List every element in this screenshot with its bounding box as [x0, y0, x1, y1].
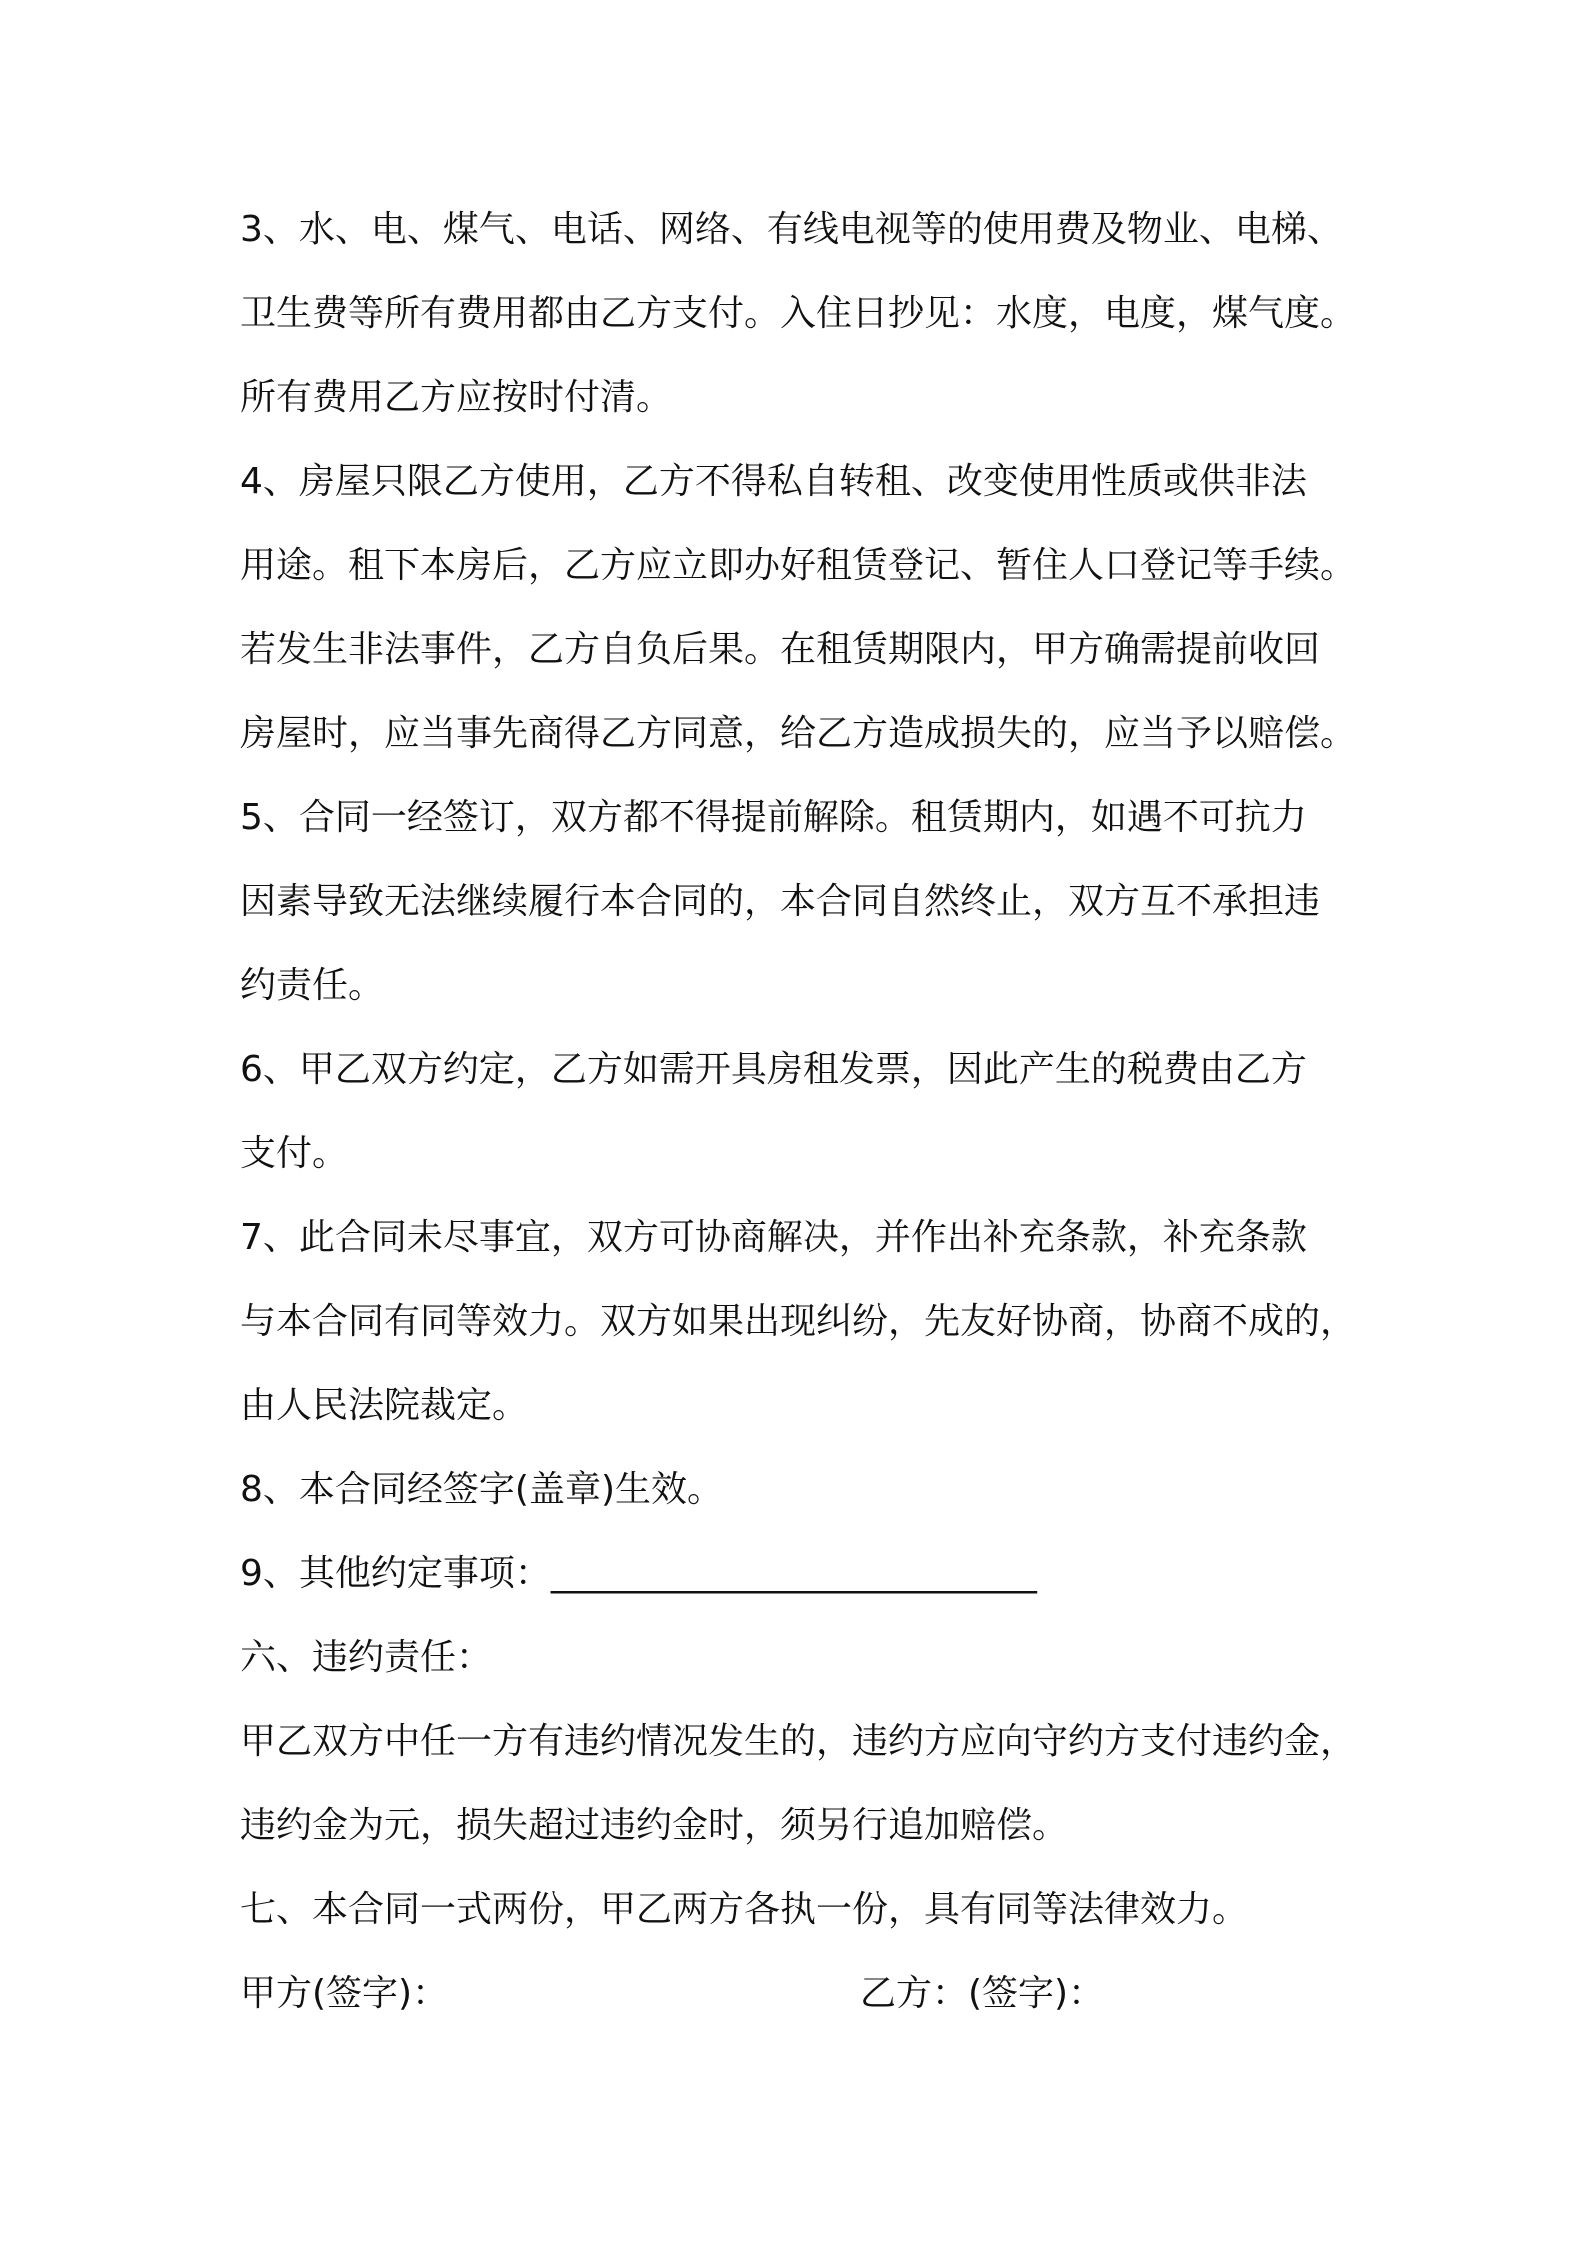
section-6-heading: 六、违约责任：: [240, 1637, 493, 1678]
clause-6-line-2: 支付。: [240, 1133, 349, 1174]
clause-4-line-4: 房屋时，应当事先商得乙方同意，给乙方造成损失的，应当予以赔偿。: [240, 713, 1357, 754]
clause-8: 8、本合同经签字(盖章)生效。: [240, 1469, 723, 1510]
clause-5-line-1: 5、合同一经签订，双方都不得提前解除。租赁期内，如遇不可抗力: [240, 797, 1307, 838]
clause-7-line-1: 7、此合同未尽事宜，双方可协商解决，并作出补充条款，补充条款: [240, 1217, 1307, 1258]
clause-4-line-2: 用途。租下本房后，乙方应立即办好租赁登记、暂住人口登记等手续。: [240, 545, 1357, 586]
clause-7-line-2: 与本合同有同等效力。双方如果出现纠纷，先友好协商，协商不成的，: [240, 1301, 1357, 1342]
clause-5-line-2: 因素导致无法继续履行本合同的，本合同自然终止，双方互不承担违: [240, 881, 1321, 922]
clause-3-line-3: 所有费用乙方应按时付清。: [240, 377, 673, 418]
clause-9: 9、其他约定事项：___________________________: [240, 1553, 1037, 1594]
section-6-line-1: 甲乙双方中任一方有违约情况发生的，违约方应向守约方支付违约金，: [240, 1721, 1357, 1762]
section-6-line-2: 违约金为元，损失超过违约金时，须另行追加赔偿。: [240, 1805, 1069, 1846]
clause-4-line-1: 4、房屋只限乙方使用，乙方不得私自转租、改变使用性质或供非法: [240, 461, 1307, 502]
clause-3-line-1: 3、水、电、煤气、电话、网络、有线电视等的使用费及物业、电梯、: [240, 209, 1343, 250]
clause-7-line-3: 由人民法院裁定。: [240, 1385, 529, 1426]
clause-5-line-3: 约责任。: [240, 965, 385, 1006]
clause-3-line-2: 卫生费等所有费用都由乙方支付。入住日抄见：水度，电度，煤气度。: [240, 293, 1357, 334]
section-7: 七、本合同一式两份，甲乙两方各执一份，具有同等法律效力。: [240, 1889, 1249, 1930]
clause-6-line-1: 6、甲乙双方约定，乙方如需开具房租发票，因此产生的税费由乙方: [240, 1049, 1307, 1090]
clause-4-line-3: 若发生非法事件，乙方自负后果。在租赁期限内，甲方确需提前收回: [240, 629, 1321, 670]
party-a-signature-label: 甲方(签字)：: [240, 1973, 449, 2014]
party-b-signature-label: 乙方：(签字)：: [860, 1973, 1105, 2014]
